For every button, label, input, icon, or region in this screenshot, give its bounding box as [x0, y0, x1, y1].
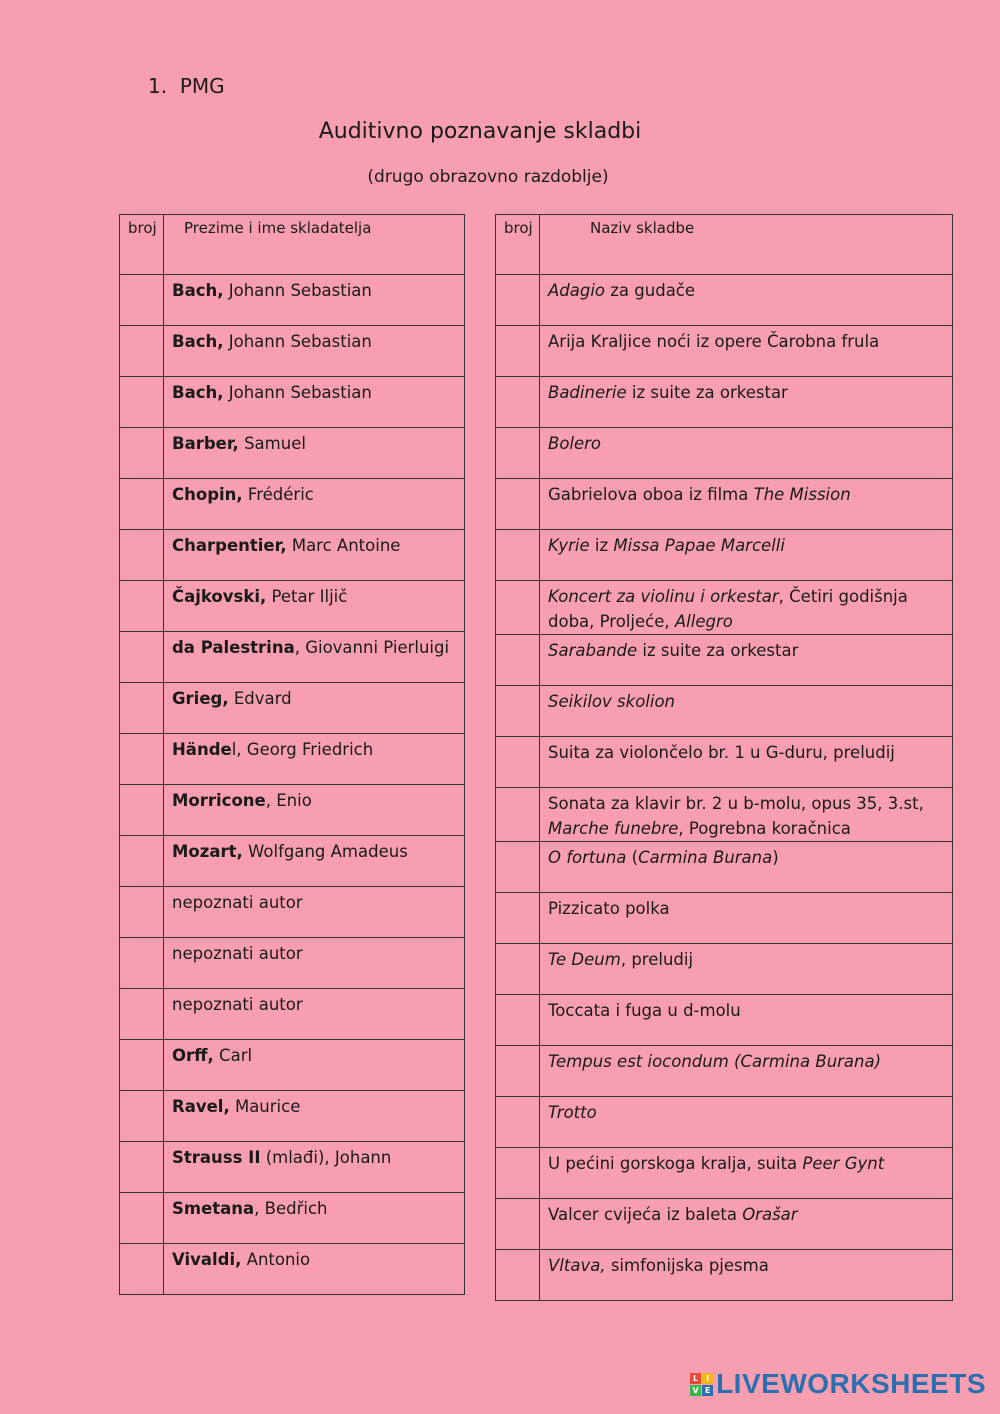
composer-number-input-cell[interactable]: [120, 275, 164, 326]
work-text-part: , Četiri godišnja doba, Proljeće,: [548, 587, 908, 631]
work-text-part: Adagio: [548, 281, 606, 300]
composer-text-part: Marc Antoine: [286, 536, 401, 555]
composer-text-part: Ravel,: [172, 1097, 230, 1116]
work-name-cell: [540, 842, 953, 893]
work-text-part: iz suite za orkestar: [626, 383, 788, 402]
work-text-part: Carmina Burana: [638, 848, 773, 867]
work-text-part: Bolero: [548, 434, 602, 453]
work-text-part: Allegro: [674, 612, 733, 631]
heading-number-index: 1.: [148, 74, 168, 98]
work-number-input-cell[interactable]: [496, 842, 540, 893]
composer-number-input-cell[interactable]: [120, 1091, 164, 1142]
composer-number-input-cell[interactable]: [120, 785, 164, 836]
composer-text-part: Wolfgang Amadeus: [242, 842, 408, 861]
composer-name-cell: [164, 1142, 465, 1193]
work-text-part: O fortuna: [548, 848, 627, 867]
work-name-cell: [540, 530, 953, 581]
work-row: [496, 479, 953, 530]
work-row: [496, 1097, 953, 1148]
composers-body: [120, 275, 465, 1295]
composer-name-cell: [164, 989, 465, 1040]
work-name-cell: [540, 581, 953, 635]
work-number-input-cell[interactable]: [496, 275, 540, 326]
work-row: [496, 944, 953, 995]
composer-name-cell: [164, 326, 465, 377]
composer-number-input-cell[interactable]: [120, 938, 164, 989]
work-number-input-cell[interactable]: [496, 377, 540, 428]
composer-name-cell: [164, 1040, 465, 1091]
composer-number-input-cell[interactable]: [120, 326, 164, 377]
composer-row: [120, 326, 465, 377]
work-text-part: Missa Papae Marcelli: [613, 536, 785, 555]
composer-number-input-cell[interactable]: [120, 1040, 164, 1091]
composer-text-part: nepoznati autor: [172, 944, 303, 963]
work-number-input-cell[interactable]: [496, 1250, 540, 1301]
work-number-input-cell[interactable]: [496, 581, 540, 635]
work-name-cell: [540, 377, 953, 428]
work-row: [496, 377, 953, 428]
work-text-part: Sonata za klavir br. 2 u b-molu, opus 35, 3.st,: [548, 794, 924, 813]
composer-text-part: Strauss II: [172, 1148, 261, 1167]
work-text-part: Marche funebre: [548, 819, 679, 838]
work-row: [496, 581, 953, 635]
composer-name-cell: [164, 530, 465, 581]
composer-row: [120, 479, 465, 530]
work-row: [496, 1199, 953, 1250]
work-number-input-cell[interactable]: [496, 788, 540, 842]
work-number-input-cell[interactable]: [496, 428, 540, 479]
composer-row: [120, 530, 465, 581]
composer-number-input-cell[interactable]: [120, 734, 164, 785]
composer-name-cell: [164, 581, 465, 632]
composer-text-part: Čajkovski,: [172, 587, 267, 606]
composer-number-input-cell[interactable]: [120, 428, 164, 479]
work-row: [496, 893, 953, 944]
work-number-input-cell[interactable]: [496, 1046, 540, 1097]
composer-text-part: Carl: [213, 1046, 253, 1065]
heading-label: PMG: [179, 74, 225, 98]
composer-row: [120, 734, 465, 785]
composer-text-part: Vivaldi,: [172, 1250, 242, 1269]
page-subtitle: (drugo obrazovno razdoblje): [367, 167, 609, 187]
composer-row: [120, 1091, 465, 1142]
work-text-part: ): [772, 848, 779, 867]
composer-number-input-cell[interactable]: [120, 1142, 164, 1193]
work-text-part: Vltava,: [548, 1256, 606, 1275]
composer-text-part: Orff,: [172, 1046, 214, 1065]
work-text-part: iz suite za orkestar: [637, 641, 799, 660]
work-text-part: U pećini gorskoga kralja, suita: [548, 1154, 803, 1173]
composer-text-part: nepoznati autor: [172, 893, 303, 912]
work-name-cell: [540, 944, 953, 995]
work-row: [496, 737, 953, 788]
composer-number-input-cell[interactable]: [120, 530, 164, 581]
work-text-part: simfonijska pjesma: [605, 1256, 769, 1275]
composer-number-input-cell[interactable]: [120, 581, 164, 632]
work-name-cell: [540, 1250, 953, 1301]
logo-icon: [690, 1373, 713, 1396]
work-name-cell: [540, 1046, 953, 1097]
work-text-part: Seikilov skolion: [548, 692, 676, 711]
composer-row: [120, 887, 465, 938]
work-number-input-cell[interactable]: [496, 944, 540, 995]
work-text-part: (: [626, 848, 639, 867]
composer-name-cell: [164, 377, 465, 428]
composer-name-cell: [164, 938, 465, 989]
work-name-cell: [540, 479, 953, 530]
work-text-part: , Pogrebna koračnica: [678, 819, 851, 838]
composer-name-cell: [164, 683, 465, 734]
liveworksheets-logo[interactable]: [690, 1368, 986, 1400]
logo-icon-square: V: [690, 1385, 701, 1396]
logo-text: LIVEWORKSHEETS: [716, 1368, 986, 1399]
composers-col-name-header: Prezime i ime skladatelja: [164, 215, 465, 275]
composer-text-part: Mozart,: [172, 842, 243, 861]
composers-col-number-header: broj: [120, 215, 164, 275]
composer-text-part: Hände: [172, 740, 232, 759]
work-number-input-cell[interactable]: [496, 479, 540, 530]
composer-number-input-cell[interactable]: [120, 377, 164, 428]
composer-text-part: Maurice: [229, 1097, 301, 1116]
work-text-part: , preludij: [620, 950, 694, 969]
work-name-cell: [540, 686, 953, 737]
composer-text-part: , Bedřich: [254, 1199, 328, 1218]
work-row: [496, 275, 953, 326]
work-row: [496, 326, 953, 377]
work-number-input-cell[interactable]: [496, 686, 540, 737]
composer-row: [120, 836, 465, 887]
work-number-input-cell[interactable]: [496, 635, 540, 686]
work-text-part: Koncert za violinu i orkestar: [548, 587, 779, 606]
work-name-cell: [540, 326, 953, 377]
composer-number-input-cell[interactable]: [120, 1193, 164, 1244]
page-title: Auditivno poznavanje skladbi: [318, 119, 642, 144]
composer-row: [120, 1244, 465, 1295]
logo-icon-square: I: [702, 1373, 713, 1384]
work-row: [496, 1250, 953, 1301]
composer-row: [120, 377, 465, 428]
work-text-part: Suita za violončelo br. 1 u G-duru, preludij: [548, 743, 895, 762]
composer-text-part: Bach,: [172, 332, 224, 351]
work-number-input-cell[interactable]: [496, 530, 540, 581]
composer-text-part: Johann Sebastian: [223, 332, 372, 351]
composer-number-input-cell[interactable]: [120, 632, 164, 683]
composer-text-part: Morricone: [172, 791, 266, 810]
work-name-cell: [540, 995, 953, 1046]
work-row: [496, 1148, 953, 1199]
composer-text-part: Charpentier,: [172, 536, 287, 555]
composer-name-cell: [164, 632, 465, 683]
work-number-input-cell[interactable]: [496, 737, 540, 788]
composer-number-input-cell[interactable]: [120, 683, 164, 734]
composer-row: [120, 989, 465, 1040]
composer-number-input-cell[interactable]: [120, 1244, 164, 1295]
work-text-part: Valcer cvijeća iz baleta: [548, 1205, 743, 1224]
work-row: [496, 1046, 953, 1097]
work-name-cell: [540, 1148, 953, 1199]
composer-row: [120, 938, 465, 989]
work-name-cell: [540, 788, 953, 842]
work-text-part: Pizzicato polka: [548, 899, 670, 918]
composers-header-row: [120, 215, 465, 275]
composer-row: [120, 632, 465, 683]
logo-icon-square: E: [702, 1385, 713, 1396]
work-name-cell: [540, 275, 953, 326]
work-name-cell: [540, 428, 953, 479]
composer-name-cell: [164, 479, 465, 530]
composer-name-cell: [164, 836, 465, 887]
work-text-part: Arija Kraljice noći iz opere Čarobna frula: [548, 332, 880, 351]
works-header-row: [496, 215, 953, 275]
work-name-cell: [540, 1199, 953, 1250]
composer-text-part: Barber,: [172, 434, 239, 453]
work-row: [496, 428, 953, 479]
composer-name-cell: [164, 785, 465, 836]
work-text-part: Toccata i fuga u d-molu: [548, 1001, 741, 1020]
work-number-input-cell[interactable]: [496, 995, 540, 1046]
composer-number-input-cell[interactable]: [120, 887, 164, 938]
work-text-part: Trotto: [548, 1103, 597, 1122]
composer-row: [120, 785, 465, 836]
composer-name-cell: [164, 1193, 465, 1244]
composer-text-part: Johann Sebastian: [223, 281, 372, 300]
work-row: [496, 530, 953, 581]
work-text-part: The Mission: [753, 485, 851, 504]
composer-number-input-cell[interactable]: [120, 836, 164, 887]
logo-icon-square: L: [690, 1373, 701, 1384]
work-number-input-cell[interactable]: [496, 1199, 540, 1250]
composer-text-part: Grieg,: [172, 689, 229, 708]
composer-text-part: Edvard: [228, 689, 292, 708]
work-row: [496, 635, 953, 686]
work-number-input-cell[interactable]: [496, 1148, 540, 1199]
composer-text-part: Samuel: [238, 434, 306, 453]
composer-text-part: da Palestrina: [172, 638, 295, 657]
work-text-part: Orašar: [742, 1205, 798, 1224]
composer-text-part: , Enio: [265, 791, 312, 810]
work-text-part: iz: [589, 536, 614, 555]
composer-name-cell: [164, 428, 465, 479]
composer-text-part: Chopin,: [172, 485, 243, 504]
composers-table: [119, 214, 465, 1295]
composer-row: [120, 581, 465, 632]
work-number-input-cell[interactable]: [496, 1097, 540, 1148]
works-body: [496, 275, 953, 1301]
work-number-input-cell[interactable]: [496, 893, 540, 944]
composer-text-part: (mlađi), Johann: [260, 1148, 392, 1167]
composer-text-part: , Giovanni Pierluigi: [294, 638, 450, 657]
composer-row: [120, 428, 465, 479]
composer-name-cell: [164, 734, 465, 785]
composer-text-part: Bach,: [172, 281, 224, 300]
work-row: [496, 842, 953, 893]
composer-name-cell: [164, 887, 465, 938]
work-row: [496, 686, 953, 737]
composer-name-cell: [164, 275, 465, 326]
composer-number-input-cell[interactable]: [120, 989, 164, 1040]
work-text-part: Te Deum: [548, 950, 621, 969]
heading-number: [148, 74, 225, 98]
composer-name-cell: [164, 1244, 465, 1295]
composer-name-cell: [164, 1091, 465, 1142]
composer-text-part: Antonio: [241, 1250, 311, 1269]
work-name-cell: [540, 737, 953, 788]
work-text-part: Sarabande: [548, 641, 638, 660]
work-row: [496, 788, 953, 842]
composer-row: [120, 1193, 465, 1244]
work-text-part: Peer Gynt: [802, 1154, 885, 1173]
work-name-cell: [540, 1097, 953, 1148]
works-col-number-header: broj: [496, 215, 540, 275]
work-text-part: Tempus est iocondum (Carmina Burana): [548, 1052, 882, 1071]
work-name-cell: [540, 893, 953, 944]
composer-row: [120, 275, 465, 326]
composer-row: [120, 683, 465, 734]
composer-row: [120, 1040, 465, 1091]
work-text-part: za gudače: [605, 281, 696, 300]
work-name-cell: [540, 635, 953, 686]
work-text-part: Kyrie: [548, 536, 590, 555]
composer-text-part: Smetana: [172, 1199, 255, 1218]
work-text-part: Gabrielova oboa iz filma: [548, 485, 754, 504]
works-col-name-header: Naziv skladbe: [540, 215, 953, 275]
works-table: [495, 214, 953, 1301]
composer-text-part: l, Georg Friedrich: [231, 740, 374, 759]
composer-text-part: Johann Sebastian: [223, 383, 372, 402]
work-number-input-cell[interactable]: [496, 326, 540, 377]
composer-text-part: Bach,: [172, 383, 224, 402]
composer-number-input-cell[interactable]: [120, 479, 164, 530]
composer-text-part: nepoznati autor: [172, 995, 303, 1014]
composer-text-part: Frédéric: [242, 485, 314, 504]
composer-row: [120, 1142, 465, 1193]
work-text-part: Badinerie: [548, 383, 627, 402]
work-row: [496, 995, 953, 1046]
composer-text-part: Petar Iljič: [266, 587, 348, 606]
